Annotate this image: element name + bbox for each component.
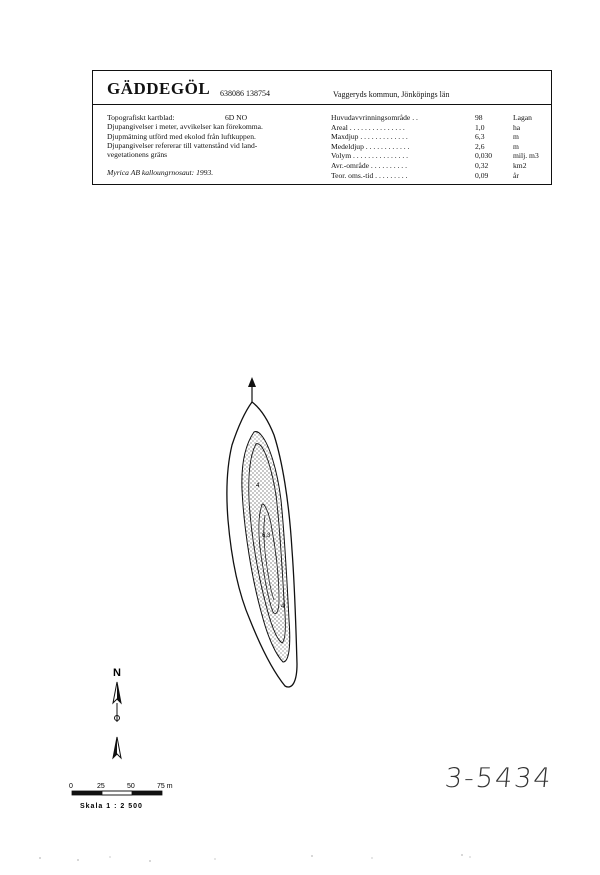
stat-unit: år xyxy=(513,170,519,180)
note-line: Djupangivelser i meter, avvikelser kan förekomma. xyxy=(107,122,263,132)
municipality-label: Vaggeryds kommun, Jönköpings län xyxy=(333,90,450,99)
scale-tick: 0 xyxy=(69,783,73,790)
map-sheet-value: 6D NO xyxy=(225,113,248,122)
scale-caption: Skala 1 : 2 500 xyxy=(80,803,143,810)
stat-unit: ha xyxy=(513,122,521,132)
depth-label: 4 xyxy=(281,604,285,610)
depth-label-max: 6,3 xyxy=(262,533,271,539)
stat-value: 98 xyxy=(475,113,483,122)
stat-label: Teor. oms.-tid . . . . . . . . . xyxy=(331,170,408,180)
north-arrow-icon xyxy=(113,667,121,758)
north-label: N xyxy=(113,667,121,679)
note-line: Djupmätning utförd med ekolod från luftkuppen. xyxy=(107,131,256,141)
stat-unit: m xyxy=(513,132,519,142)
stat-label: Medeldjup . . . . . . . . . . . . xyxy=(331,141,410,151)
scale-tick: 75 m xyxy=(157,783,173,790)
stat-label: Avr.-område . . . . . . . . . . xyxy=(331,160,407,170)
stat-unit: Lagan xyxy=(513,113,532,122)
stat-value: 6,3 xyxy=(475,132,485,142)
stat-value: 0,09 xyxy=(475,170,489,180)
scale-tick: 50 xyxy=(127,783,135,790)
scale-tick: 25 xyxy=(97,783,105,790)
stat-label: Maxdjup . . . . . . . . . . . . . xyxy=(331,132,408,142)
lake-title: GÄDDEGÖL xyxy=(107,79,211,98)
note-line: Djupangivelser refererar till vattenstånd vid land- xyxy=(107,140,258,150)
stat-value: 0,030 xyxy=(475,151,493,161)
stat-label: Areal . . . . . . . . . . . . . . . xyxy=(331,122,405,132)
stat-value: 1,0 xyxy=(475,122,485,132)
stat-unit: km2 xyxy=(513,160,527,170)
scale-labels xyxy=(69,783,173,810)
depth-label: 4 xyxy=(256,483,260,489)
outflow-arrow-icon xyxy=(248,377,256,403)
scale-bar xyxy=(72,791,162,795)
scan-speckles xyxy=(39,854,470,861)
map-sheet-label: Topografiskt kartblad: xyxy=(107,113,175,122)
handwritten-reference-number: 3-5434 xyxy=(443,763,555,794)
stat-label: Volym . . . . . . . . . . . . . . . xyxy=(331,151,409,161)
lake-coordinates: 638086 138754 xyxy=(220,89,270,98)
stat-unit: m xyxy=(513,141,519,151)
stat-unit: milj. m3 xyxy=(513,151,539,161)
stat-value: 0,32 xyxy=(475,160,489,170)
survey-credit: Myrica AB kalloungrnosaut: 1993. xyxy=(107,168,214,178)
note-line: vegetationens gräns xyxy=(107,150,168,160)
stat-value: 2,6 xyxy=(475,141,485,151)
stat-label: Huvudavvrinningsområde . . xyxy=(331,113,418,122)
